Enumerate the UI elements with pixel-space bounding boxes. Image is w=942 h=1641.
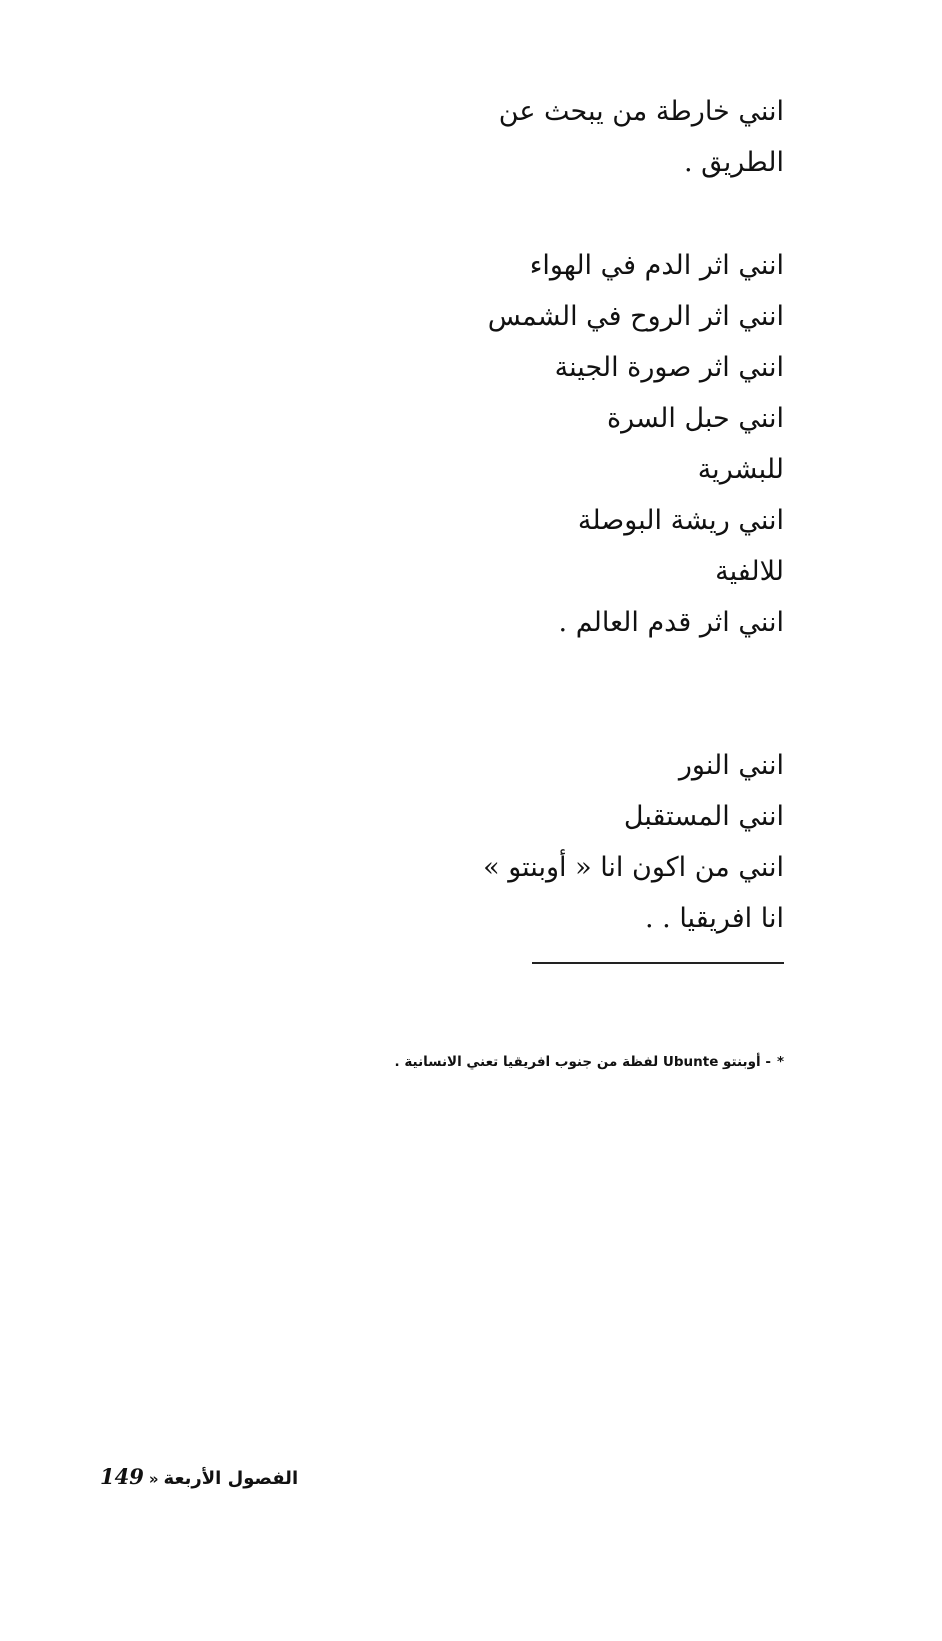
book-title: الفصول الأربعة: [163, 1468, 299, 1489]
poem-line: انني اثر الروح في الشمس: [487, 301, 784, 332]
poem-line: انا افريقيا . .: [644, 903, 784, 934]
footnote-marker: *: [776, 1054, 784, 1070]
poem-line: انني اثر قدم العالم .: [558, 607, 784, 638]
poem-stanza-2: [488, 240, 784, 648]
footnote: [395, 1054, 784, 1070]
footer-separator: »: [148, 1470, 159, 1488]
poem-line: انني خارطة من يبحث عن: [498, 96, 784, 127]
footnote-text: - أوبنتو Ubunte لفظة من جنوب افريقيا تعني الانسانية .: [394, 1054, 771, 1070]
poem-line: انني من اكون انا « أوبنتو »: [483, 852, 784, 883]
poem-line: للالفية: [715, 556, 784, 587]
poem-line: انني حبل السرة: [607, 403, 784, 434]
poem-line: للبشرية: [697, 454, 784, 485]
page-footer: [100, 1464, 298, 1489]
page-number: 149: [100, 1464, 144, 1489]
poem-stanza-3: [483, 740, 784, 944]
poem-line: انني ريشة البوصلة: [577, 505, 784, 536]
poem-line: انني اثر الدم في الهواء: [529, 250, 784, 281]
poem-stanza-1: [499, 86, 784, 188]
poem-line: انني النور: [678, 750, 784, 781]
poem-line: الطريق .: [684, 147, 784, 178]
footnote-divider: [532, 962, 784, 964]
poem-line: انني اثر صورة الجينة: [554, 352, 784, 383]
poem-line: انني المستقبل: [623, 801, 784, 832]
